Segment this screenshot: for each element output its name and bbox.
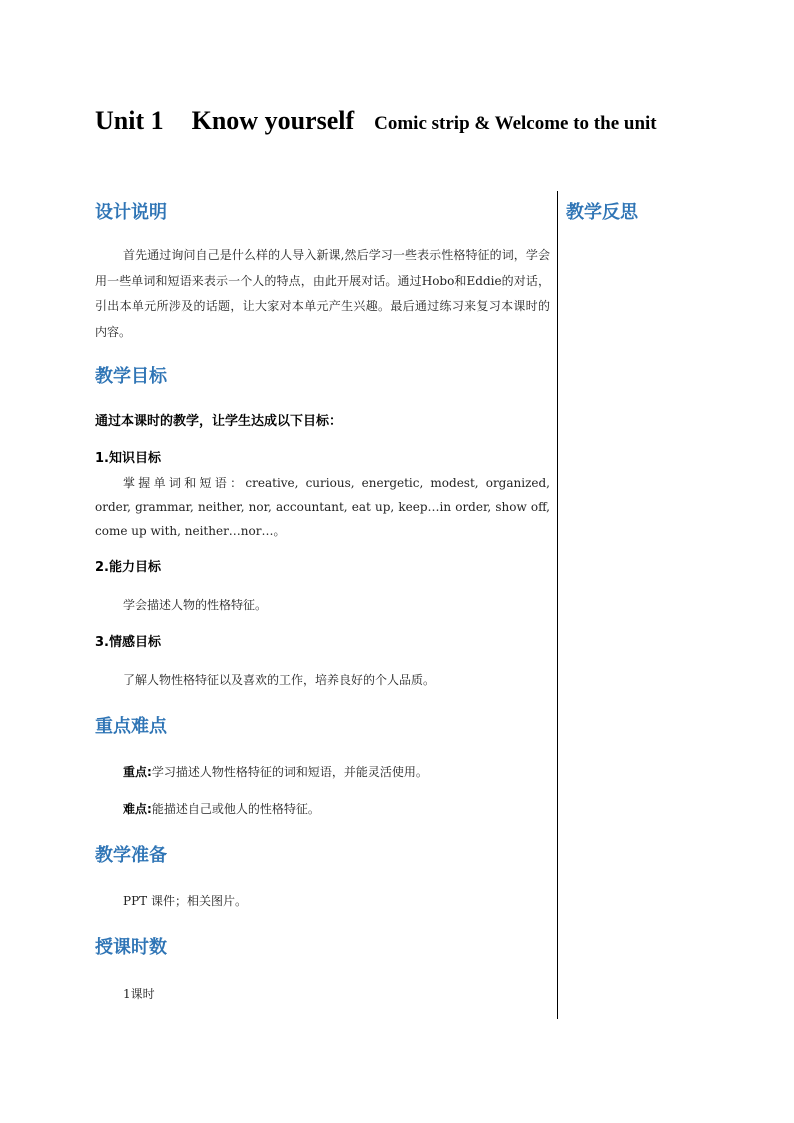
- difficult-text: 能描述自己或他人的性格特征。: [151, 802, 320, 816]
- title-unit: Unit 1: [95, 106, 164, 135]
- key-label: 重点:: [123, 765, 152, 779]
- title-sub: Comic strip & Welcome to the unit: [374, 113, 657, 134]
- preparation-heading: 教学准备: [95, 845, 167, 866]
- column-divider: [557, 191, 558, 1019]
- knowledge-text: 掌握单词和短语：creative, curious, energetic, modest, organized, order, grammar, neither, nor, accountant, eat up, keep…in order, show off, come up with, neither…nor…。: [95, 476, 550, 538]
- objectives-intro: 通过本课时的教学，让学生达成以下目标：: [95, 414, 343, 429]
- hours-text: 1课时: [123, 987, 155, 1001]
- key-point: [123, 762, 428, 782]
- emotion-text: 了解人物性格特征以及喜欢的工作，培养良好的个人品质。: [123, 673, 436, 687]
- ability-title: 2.能力目标: [95, 560, 161, 575]
- emotion-title: 3.情感目标: [95, 635, 161, 650]
- knowledge-title: 1.知识目标: [95, 451, 161, 466]
- keypoints-heading: 重点难点: [95, 716, 167, 737]
- title-main: Know yourself: [191, 106, 355, 135]
- objectives-heading: 教学目标: [95, 366, 167, 387]
- difficult-label: 难点:: [123, 802, 152, 816]
- hours-heading: 授课时数: [95, 937, 167, 958]
- page-title: [95, 98, 695, 144]
- design-text: 首先通过询问自己是什么样的人导入新课,然后学习一些表示性格特征的词，学会用一些单词和短语来表示一个人的特点，由此开展对话。通过Hobo和Eddie的对话，引出本单元所涉及的话题，让大家对本单元产生兴趣。最后通过练习来复习本课时的内容。: [95, 248, 550, 339]
- design-heading: 设计说明: [95, 202, 167, 223]
- key-text: 学习描述人物性格特征的词和短语，并能灵活使用。: [151, 765, 428, 779]
- reflection-heading: 教学反思: [566, 202, 638, 223]
- preparation-text: PPT 课件；相关图片。: [123, 894, 247, 908]
- ability-text: 学会描述人物的性格特征。: [123, 598, 268, 612]
- difficult-point: [123, 799, 320, 819]
